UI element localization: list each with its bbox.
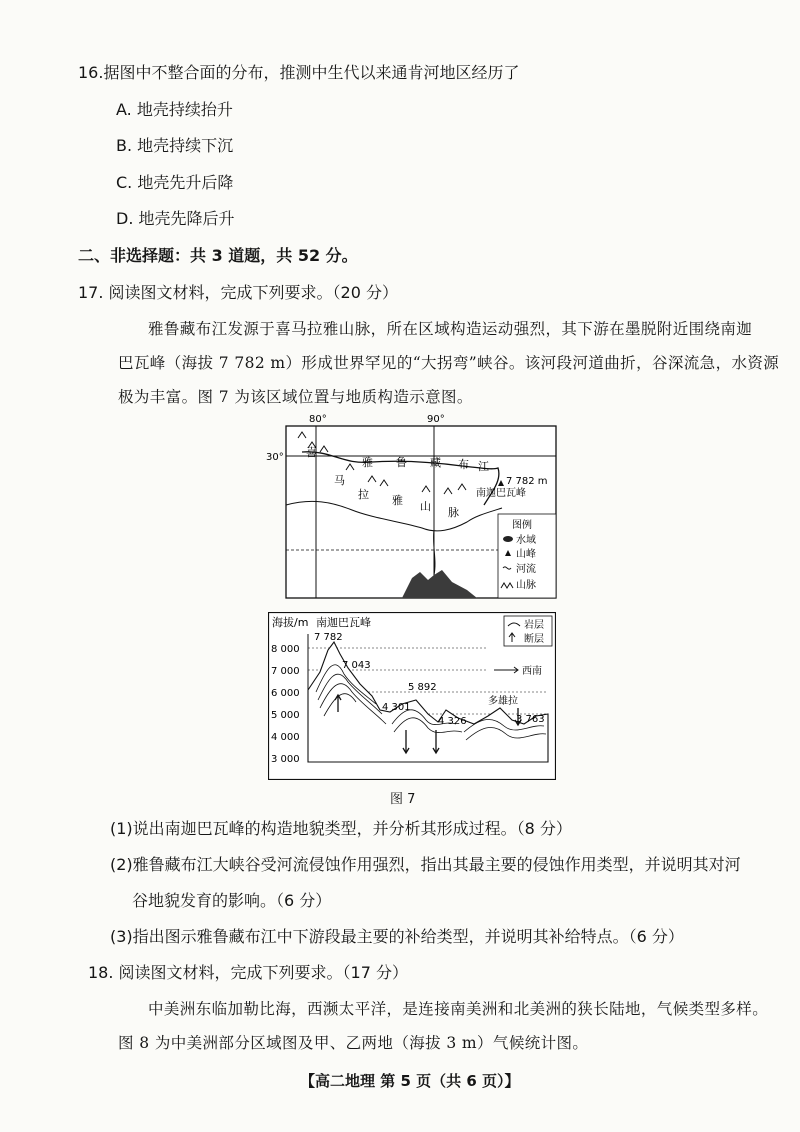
direction-label: 西南 (522, 666, 542, 677)
lon-90-label: 90° (427, 414, 445, 425)
profile-title: 南迦巴瓦峰 (316, 616, 371, 629)
legend-item: 山脉 (516, 580, 536, 591)
q17-sub-1: (1)说出南迦巴瓦峰的构造地貌类型，并分析其形成过程。（8 分） (110, 819, 572, 838)
q16-option-c: C. 地壳先升后降 (116, 173, 234, 192)
ytick: 3 000 (271, 754, 300, 765)
legend-item: 河流 (516, 564, 536, 575)
river-char: 布 (458, 458, 469, 471)
river-char: 江 (478, 460, 489, 473)
elev-label: 4 301 (382, 702, 411, 713)
q18-material-line: 图 8 为中美洲部分区域图及甲、乙两地（海拔 3 m）气候统计图。 (118, 1034, 589, 1052)
mountain-char: 脉 (448, 506, 459, 519)
q17-stem: 17. 阅读图文材料，完成下列要求。（20 分） (78, 283, 398, 302)
figure-caption: 图 7 (390, 792, 416, 807)
legend-item: 断层 (524, 634, 544, 645)
mountain-char: 喜 (306, 446, 317, 459)
legend-item: 岩层 (524, 620, 544, 631)
profile-legend (504, 616, 552, 646)
q17-sub-3: (3)指出图示雅鲁藏布江中下游段最主要的补给类型，并说明其补给特点。（6 分） (110, 927, 684, 946)
q16-stem: 16.据图中不整合面的分布，推测中生代以来通肯河地区经历了 (78, 63, 520, 82)
location-map (262, 410, 562, 600)
q16-option-a: A. 地壳持续抬升 (116, 100, 233, 119)
elev-label: 5 892 (408, 682, 437, 693)
peak-elevation: 7 782 m (506, 476, 548, 487)
peak-name: 南迦巴瓦峰 (476, 488, 526, 499)
legend-title: 图例 (512, 520, 532, 531)
place-label: 多雄拉 (488, 696, 518, 707)
river-char: 雅 (362, 456, 373, 469)
lon-80-label: 80° (309, 414, 327, 425)
q18-material-line: 中美洲东临加勒比海，西濒太平洋，是连接南美洲和北美洲的狭长陆地，气候类型多样。 (148, 1000, 769, 1018)
q16-option-b: B. 地壳持续下沉 (116, 136, 234, 155)
ytick: 6 000 (271, 688, 300, 699)
q17-material-line: 雅鲁藏布江发源于喜马拉雅山脉，所在区域构造运动强烈，其下游在墨脱附近围绕南迦 (148, 320, 753, 338)
legend-item: 水域 (516, 535, 536, 546)
elev-label: 7 043 (342, 660, 371, 671)
lat-30-label: 30° (266, 452, 284, 463)
river-char: 鲁 (396, 456, 407, 469)
mountain-char: 马 (334, 474, 345, 487)
legend-item: 山峰 (516, 549, 536, 560)
mountain-char: 雅 (392, 494, 403, 507)
q16-option-d: D. 地壳先降后升 (116, 209, 235, 228)
geologic-profile (268, 612, 556, 780)
map-legend (498, 514, 556, 598)
ytick: 4 000 (271, 732, 300, 743)
q17-sub-2-cont: 谷地貌发育的影响。（6 分） (132, 891, 332, 910)
profile-ylabel: 海拔/m (272, 616, 309, 629)
river-char: 藏 (430, 456, 441, 469)
water-icon (503, 536, 513, 542)
elev-label: 7 782 (314, 632, 343, 643)
q17-material-line: 极为丰富。图 7 为该区域位置与地质构造示意图。 (118, 388, 473, 406)
q17-material-line: 巴瓦峰（海拔 7 782 m）形成世界罕见的“大拐弯”峡谷。该河段河道曲折，谷深流急，水资源 (118, 354, 780, 372)
elev-label: 3 763 (516, 714, 545, 725)
mountain-char: 拉 (358, 488, 369, 501)
ytick: 8 000 (271, 644, 300, 655)
section-heading: 二、非选择题：共 3 道题，共 52 分。 (78, 246, 358, 265)
ytick: 5 000 (271, 710, 300, 721)
q17-sub-2: (2)雅鲁藏布江大峡谷受河流侵蚀作用强烈，指出其最主要的侵蚀作用类型，并说明其对河 (110, 855, 741, 874)
mountain-char: 山 (420, 500, 431, 513)
q18-stem: 18. 阅读图文材料，完成下列要求。（17 分） (88, 963, 408, 982)
elev-label: 4 326 (438, 716, 467, 727)
page-footer: 【高二地理 第 5 页（共 6 页）】 (300, 1072, 520, 1090)
ytick: 7 000 (271, 666, 300, 677)
